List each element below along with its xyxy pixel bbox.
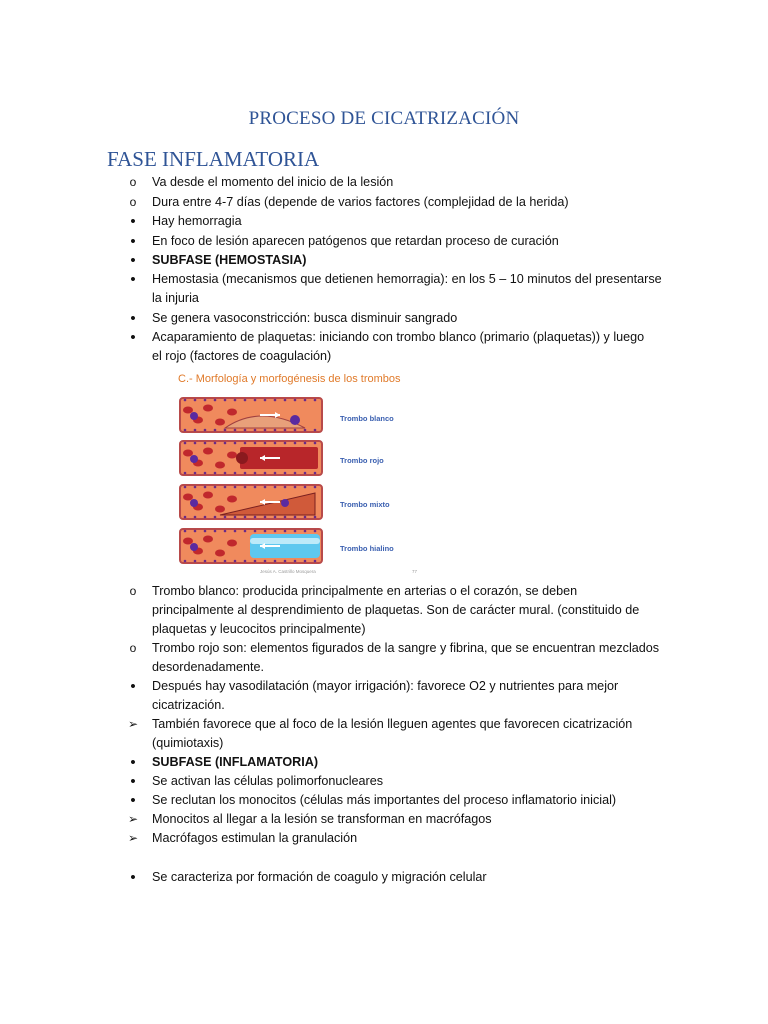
endothelial-cell: [264, 560, 267, 563]
endothelial-cell: [194, 516, 197, 519]
list-item-line: Trombo blanco: producida principalmente en arterias o el corazón, se deben: [152, 584, 578, 598]
list-item: [152, 232, 672, 251]
list-item: [152, 309, 672, 328]
endothelial-cell: [314, 399, 317, 402]
endothelial-cell: [204, 399, 207, 402]
endothelial-cell: [274, 429, 277, 432]
endothelial-cell: [304, 399, 307, 402]
list-marker: ➢: [127, 831, 139, 845]
endothelial-cell: [274, 560, 277, 563]
endothelial-cell: [254, 399, 257, 402]
red-blood-cell: [203, 536, 213, 543]
endothelial-cell: [254, 442, 257, 445]
endothelial-cell: [274, 399, 277, 402]
endothelial-cell: [284, 560, 287, 563]
endothelial-cell: [264, 486, 267, 489]
endothelial-cell: [314, 442, 317, 445]
endothelial-cell: [254, 560, 257, 563]
list-item-line: Se reclutan los monocitos (células más importantes del proceso inflamatorio inicial): [152, 793, 617, 807]
list-item: [152, 639, 672, 677]
list-marker: •: [130, 310, 136, 327]
endothelial-cell: [294, 516, 297, 519]
list-item-line: la injuria: [152, 291, 199, 305]
red-blood-cell: [227, 452, 237, 459]
list-marker: •: [130, 678, 136, 695]
red-blood-cell: [203, 405, 213, 412]
endothelial-cell: [314, 472, 317, 475]
list-marker: ➢: [127, 717, 139, 731]
endothelial-cell: [294, 530, 297, 533]
red-blood-cell: [215, 462, 225, 469]
endothelial-cell: [214, 429, 217, 432]
endothelial-cell: [234, 472, 237, 475]
endothelial-cell: [234, 516, 237, 519]
red-blood-cell: [227, 540, 237, 547]
red-thrombus-head: [236, 452, 248, 464]
red-blood-cell: [227, 409, 237, 416]
list-item: [152, 791, 672, 810]
leukocyte: [190, 455, 198, 463]
endothelial-cell: [314, 560, 317, 563]
endothelial-cell: [274, 472, 277, 475]
endothelial-cell: [234, 399, 237, 402]
endothelial-cell: [214, 472, 217, 475]
list-item: [152, 715, 672, 753]
list-item-line: SUBFASE (INFLAMATORIA): [152, 755, 319, 769]
list-item-line: cicatrización.: [152, 698, 225, 712]
endothelial-cell: [244, 442, 247, 445]
list-marker: •: [130, 754, 136, 771]
list-item-line: Se caracteriza por formación de coagulo y migración celular: [152, 870, 487, 884]
endothelial-cell: [244, 472, 247, 475]
list-marker: o: [129, 641, 137, 655]
list-item: [152, 829, 672, 848]
endothelial-cell: [184, 516, 187, 519]
endothelial-cell: [184, 472, 187, 475]
endothelial-cell: [244, 560, 247, 563]
endothelial-cell: [204, 486, 207, 489]
list-marker: •: [130, 271, 136, 288]
red-blood-cell: [183, 450, 193, 457]
list-item-line: el rojo (factores de coagulación): [152, 349, 332, 363]
list-item: [152, 212, 672, 231]
list-marker: •: [130, 252, 136, 269]
endothelial-cell: [224, 560, 227, 563]
endothelial-cell: [254, 530, 257, 533]
list-marker: o: [129, 584, 137, 598]
list-item-line: En foco de lesión aparecen patógenos que retardan proceso de curación: [152, 234, 559, 248]
endothelial-cell: [184, 399, 187, 402]
endothelial-cell: [294, 560, 297, 563]
list-item: [152, 772, 672, 791]
list-item-line: Se genera vasoconstricción: busca disminuir sangrado: [152, 311, 458, 325]
red-blood-cell: [183, 494, 193, 501]
list-item-line: Acaparamiento de plaquetas: iniciando con trombo blanco (primario (plaquetas)) y luego: [152, 330, 645, 344]
endothelial-cell: [254, 472, 257, 475]
list-item-line: desordenadamente.: [152, 660, 265, 674]
endothelial-cell: [234, 560, 237, 563]
endothelial-cell: [274, 516, 277, 519]
list-marker: ➢: [127, 812, 139, 826]
endothelial-cell: [204, 516, 207, 519]
list-item: [152, 328, 672, 366]
list-marker: •: [130, 213, 136, 230]
endothelial-cell: [284, 530, 287, 533]
endothelial-cell: [214, 486, 217, 489]
endothelial-cell: [304, 442, 307, 445]
list-item: [152, 270, 672, 308]
list-item-line: Macrófagos estimulan la granulación: [152, 831, 358, 845]
list-item-line: Hay hemorragia: [152, 214, 242, 228]
endothelial-cell: [184, 530, 187, 533]
leukocyte: [190, 412, 198, 420]
endothelial-cell: [304, 429, 307, 432]
endothelial-cell: [214, 516, 217, 519]
endothelial-cell: [284, 472, 287, 475]
endothelial-cell: [224, 530, 227, 533]
endothelial-cell: [304, 486, 307, 489]
list-item-line: Trombo rojo son: elementos figurados de la sangre y fibrina, que se encuentran mezclados: [152, 641, 660, 655]
endothelial-cell: [204, 472, 207, 475]
list-item: [152, 251, 672, 270]
red-blood-cell: [215, 550, 225, 557]
endothelial-cell: [284, 486, 287, 489]
list-item-line: Monocitos al llegar a la lesión se transforman en macrófagos: [152, 812, 492, 826]
red-blood-cell: [203, 448, 213, 455]
list-item-line: SUBFASE (HEMOSTASIA): [152, 253, 307, 267]
document-title: PROCESO DE CICATRIZACIÓN: [248, 108, 520, 129]
endothelial-cell: [224, 486, 227, 489]
endothelial-cell: [234, 442, 237, 445]
endothelial-cell: [264, 429, 267, 432]
endothelial-cell: [184, 560, 187, 563]
endothelial-cell: [254, 516, 257, 519]
endothelial-cell: [214, 560, 217, 563]
endothelial-cell: [194, 399, 197, 402]
list-marker: •: [130, 233, 136, 250]
endothelial-cell: [224, 516, 227, 519]
list-item-line: plaquetas y leucocitos principalmente): [152, 622, 366, 636]
endothelial-cell: [284, 429, 287, 432]
list-marker: o: [129, 195, 137, 209]
endothelial-cell: [264, 399, 267, 402]
list-item-line: Después hay vasodilatación (mayor irrigación): favorece O2 y nutrientes para mejor: [152, 679, 619, 693]
endothelial-cell: [294, 399, 297, 402]
endothelial-cell: [274, 530, 277, 533]
label-trombo-blanco: Trombo blanco: [340, 414, 394, 423]
endothelial-cell: [244, 429, 247, 432]
endothelial-cell: [294, 472, 297, 475]
leukocyte: [281, 499, 289, 507]
endothelial-cell: [234, 530, 237, 533]
leukocyte: [290, 415, 300, 425]
list-item-line: principalmente al desprendimiento de plaquetas. Son de carácter mural. (constituido de: [152, 603, 640, 617]
endothelial-cell: [314, 516, 317, 519]
endothelial-cell: [314, 486, 317, 489]
endothelial-cell: [184, 486, 187, 489]
figure-credit: Jesús A. Castrillo Mosquera: [260, 569, 316, 574]
red-blood-cell: [215, 506, 225, 513]
figure-title: C.- Morfología y morfogénesis de los trombos: [178, 373, 401, 385]
list-item-line: También favorece que al foco de la lesión lleguen agentes que favorecen cicatrización: [152, 717, 633, 731]
endothelial-cell: [254, 486, 257, 489]
endothelial-cell: [294, 429, 297, 432]
endothelial-cell: [224, 429, 227, 432]
endothelial-cell: [274, 442, 277, 445]
list-marker: •: [130, 329, 136, 346]
endothelial-cell: [204, 530, 207, 533]
label-trombo-mixto: Trombo mixto: [340, 500, 390, 509]
endothelial-cell: [264, 516, 267, 519]
red-blood-cell: [203, 492, 213, 499]
red-blood-cell: [227, 496, 237, 503]
list-marker: •: [130, 773, 136, 790]
leukocyte: [190, 543, 198, 551]
endothelial-cell: [294, 442, 297, 445]
endothelial-cell: [234, 486, 237, 489]
endothelial-cell: [314, 429, 317, 432]
list-item: [152, 868, 672, 887]
list-item: [152, 677, 672, 715]
endothelial-cell: [214, 442, 217, 445]
endothelial-cell: [264, 442, 267, 445]
list-item-line: Se activan las células polimorfonucleares: [152, 774, 384, 788]
endothelial-cell: [284, 516, 287, 519]
endothelial-cell: [194, 530, 197, 533]
endothelial-cell: [244, 399, 247, 402]
endothelial-cell: [294, 486, 297, 489]
list-item: [152, 753, 672, 772]
label-trombo-rojo: Trombo rojo: [340, 456, 384, 465]
red-blood-cell: [183, 407, 193, 414]
section-heading: FASE INFLAMATORIA: [107, 147, 320, 171]
endothelial-cell: [264, 472, 267, 475]
endothelial-cell: [304, 472, 307, 475]
endothelial-cell: [284, 442, 287, 445]
endothelial-cell: [284, 399, 287, 402]
list-marker: o: [129, 175, 137, 189]
hyaline-highlight: [250, 538, 320, 544]
endothelial-cell: [194, 442, 197, 445]
leukocyte: [190, 499, 198, 507]
endothelial-cell: [204, 429, 207, 432]
endothelial-cell: [214, 530, 217, 533]
endothelial-cell: [194, 472, 197, 475]
endothelial-cell: [224, 442, 227, 445]
endothelial-cell: [204, 442, 207, 445]
list-item-line: Va desde el momento del inicio de la lesión: [152, 175, 394, 189]
endothelial-cell: [254, 429, 257, 432]
endothelial-cell: [244, 530, 247, 533]
red-blood-cell: [215, 419, 225, 426]
endothelial-cell: [304, 530, 307, 533]
endothelial-cell: [194, 429, 197, 432]
list-item: [152, 582, 672, 639]
endothelial-cell: [204, 560, 207, 563]
endothelial-cell: [304, 516, 307, 519]
endothelial-cell: [194, 560, 197, 563]
list-marker: •: [130, 792, 136, 809]
endothelial-cell: [224, 399, 227, 402]
list-item: [152, 173, 672, 192]
list-item-line: (quimiotaxis): [152, 736, 224, 750]
thrombus-figure: [150, 366, 425, 578]
endothelial-cell: [304, 560, 307, 563]
endothelial-cell: [234, 429, 237, 432]
list-item: [152, 810, 672, 829]
red-blood-cell: [183, 538, 193, 545]
figure-page-number: 77: [412, 569, 418, 574]
endothelial-cell: [214, 399, 217, 402]
label-trombo-hialino: Trombo hialino: [340, 544, 394, 553]
endothelial-cell: [224, 472, 227, 475]
endothelial-cell: [244, 486, 247, 489]
endothelial-cell: [314, 530, 317, 533]
endothelial-cell: [194, 486, 197, 489]
list-item-line: Hemostasia (mecanismos que detienen hemorragia): en los 5 – 10 minutos del presentarse: [152, 272, 662, 286]
endothelial-cell: [264, 530, 267, 533]
endothelial-cell: [274, 486, 277, 489]
endothelial-cell: [184, 442, 187, 445]
list-marker: •: [130, 869, 136, 886]
endothelial-cell: [184, 429, 187, 432]
list-item-line: Dura entre 4-7 días (depende de varios factores (complejidad de la herida): [152, 195, 569, 209]
endothelial-cell: [244, 516, 247, 519]
list-item: [152, 193, 672, 212]
